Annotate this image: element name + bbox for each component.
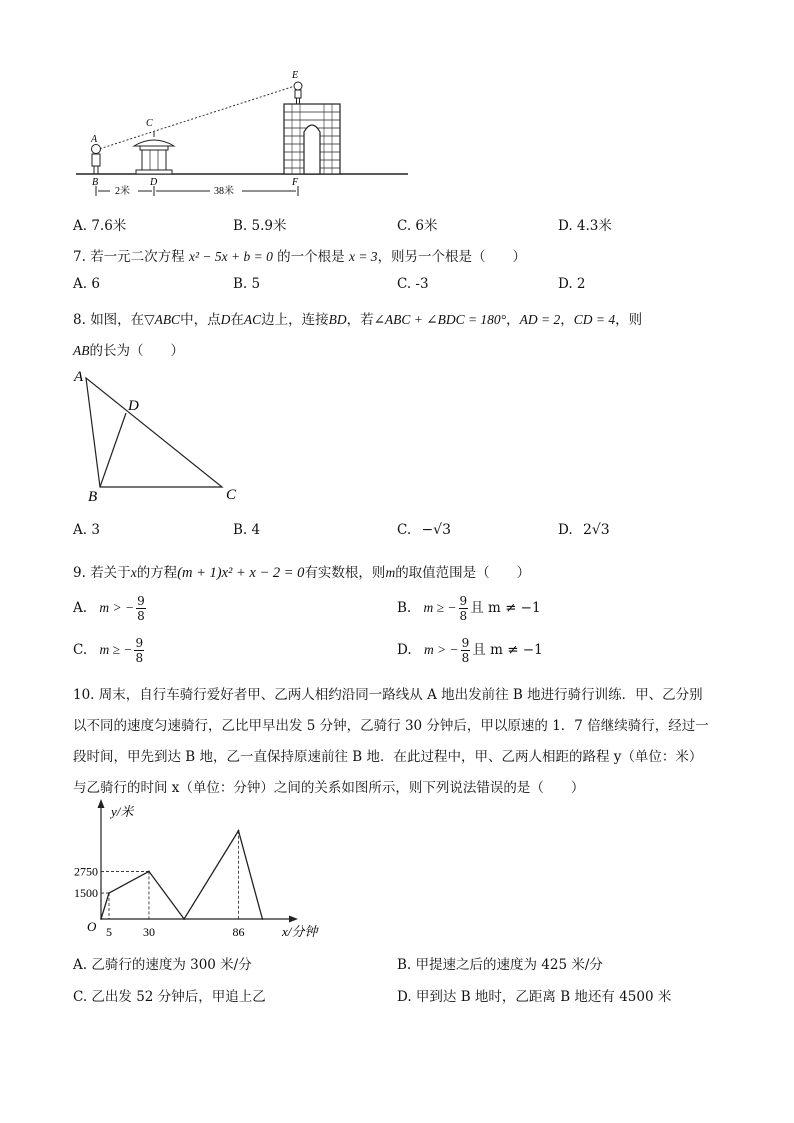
q10-stem-line2: 以不同的速度匀速骑行，乙比甲早出发 5 分钟，乙骑行 30 分钟后，甲以原速的 1．7 倍继续骑行，经过一 (73, 718, 709, 734)
dist-bd: 2米 (115, 186, 130, 197)
y-tick-label: 1500 (74, 886, 98, 901)
q8-text-b: 中，点 (180, 312, 221, 328)
q9-option-b-lhs: m ≥ − (423, 600, 457, 615)
q9-equation: (m + 1)x² + x − 2 = 0 (177, 565, 305, 581)
q10-stem-line4: 与乙骑行的时间 x（单位：分钟）之间的关系如图所示，则下列说法错误的是（ ） (73, 780, 585, 796)
q8-label-a: A (74, 369, 84, 385)
q8-option-b[interactable]: B. 4 (233, 522, 261, 538)
q9-text-c: 有实数根，则 (304, 565, 386, 581)
q8-option-a[interactable]: A. 3 (73, 522, 100, 538)
q7-root: x = 3 (348, 249, 378, 264)
sight-line (96, 85, 298, 150)
data-point (108, 892, 110, 894)
q9-text-d: 的取值范围是（ ） (395, 565, 531, 581)
q6-option-b[interactable]: B. 5.9米 (233, 218, 287, 234)
pavilion-figure (134, 132, 174, 174)
dist-df: 38米 (214, 186, 234, 197)
q9-number: 9. (73, 565, 86, 581)
q8-ad-cond: AD = 2 (519, 312, 561, 327)
q8-number: 8. (73, 312, 86, 328)
q8-text-e: ，若 (346, 312, 374, 328)
gate-figure (284, 82, 340, 174)
q8-side-ac: AC (243, 312, 262, 327)
q7-text-post: ，则另一个根是（ ） (377, 249, 527, 265)
q9-stem (73, 561, 530, 582)
q10-line-1: 周末，自行车骑行爱好者甲、乙两人相约沿同一路线从 A 地出发前往 B 地进行骑行训练．甲、乙分别 (98, 687, 703, 703)
q9-option-b-suffix: 且 m ≠ −1 (470, 600, 541, 616)
person-figure (92, 145, 101, 175)
q9-option-c-label: C. (73, 642, 88, 658)
q7-option-a[interactable]: A. 6 (73, 276, 100, 292)
y-axis-label: y/米 (111, 804, 134, 819)
q7-number: 7. (73, 249, 86, 265)
fraction: $\frac{9}{8}$ (461, 636, 470, 665)
q8-label-c: C (226, 487, 237, 503)
q9-option-a[interactable] (73, 595, 148, 622)
q10-number: 10. (73, 687, 95, 703)
q8-seg-bd: BD (328, 312, 347, 327)
q9-option-a-lhs: m > − (99, 600, 135, 615)
segment-bd (100, 413, 126, 487)
q7-equation: x² − 5x + b = 0 (188, 249, 273, 264)
q8-text-f: ，则 (615, 312, 643, 328)
q8-angle-cond: ∠ABC + ∠BDC = 180° (373, 312, 507, 327)
x-tick-label: 30 (142, 925, 155, 939)
fraction: $\frac{9}{8}$ (137, 594, 145, 623)
q8-cd-cond: CD = 4 (573, 312, 616, 327)
q9-option-a-label: A. (73, 600, 88, 616)
q8-triangle: ▽ABC (144, 312, 181, 327)
q10-stem-line1 (73, 683, 703, 703)
q8-point-d: D (220, 312, 231, 327)
q8-seg-ab: AB (73, 343, 90, 358)
q9-text-a: 若关于 (90, 565, 131, 581)
q8-label-d: D (128, 398, 139, 414)
label-b: B (92, 177, 99, 188)
q7-option-d[interactable]: D. 2 (558, 276, 586, 292)
q10-option-d[interactable]: D. 甲到达 B 地时，乙距离 B 地还有 4500 米 (397, 989, 672, 1005)
q8-label-b: B (88, 489, 98, 505)
q9-text-b: 的方程 (136, 565, 178, 581)
q6-option-c[interactable]: C. 6米 (397, 218, 438, 234)
x-tick-label: 86 (232, 925, 245, 939)
data-point (148, 871, 150, 873)
q10-option-c[interactable]: C. 乙出发 52 分钟后，甲追上乙 (73, 989, 266, 1005)
q10-option-a[interactable]: A. 乙骑行的速度为 300 米/分 (73, 957, 252, 973)
label-a: A (91, 134, 98, 145)
q10-stem-line3: 段时间，甲先到达 B 地，乙一直保持原速前往 B 地．在此过程中，甲、乙两人相距的路程 y（单位：米） (73, 749, 703, 765)
q8-text-d: 边上，连接 (261, 312, 329, 328)
q8-option-d[interactable] (558, 522, 610, 538)
q6-option-d[interactable]: D. 4.3米 (558, 218, 612, 234)
q9-option-d-suffix: 且 m ≠ −1 (472, 642, 543, 658)
x-axis-label: x/分钟 (282, 924, 318, 939)
q8-option-c-label: C. (397, 522, 412, 538)
label-c: C (146, 118, 153, 129)
q8-text-a: 如图，在 (90, 312, 145, 328)
q8-figure (66, 362, 256, 507)
data-point (238, 830, 240, 832)
q7-option-b[interactable]: B. 5 (233, 276, 261, 292)
y-axis-arrow (98, 799, 105, 808)
label-e: E (292, 70, 299, 81)
q8-option-d-value: 2√3 (582, 522, 610, 538)
q8-stem-line1: 8. 如图，在▽ABC中，点D在AC边上，连接BD，若∠ABC + ∠BDC = 180°，AD = 2，CD = 4，则 (73, 312, 643, 328)
q6-figure (70, 60, 430, 210)
data-point (262, 918, 264, 920)
q9-option-c[interactable] (73, 637, 146, 664)
q8-stem-line2 (73, 339, 184, 359)
q7-stem (73, 245, 526, 265)
fraction: $\frac{9}{8}$ (135, 636, 144, 665)
q7-text-pre: 若一元二次方程 (90, 249, 185, 265)
q9-option-b[interactable] (397, 595, 541, 622)
q9-option-d-label: D. (397, 642, 412, 658)
q9-option-d-lhs: m > − (423, 642, 459, 657)
q7-text-mid: 的一个根是 (277, 249, 345, 265)
q7-option-c[interactable]: C. -3 (397, 276, 429, 292)
triangle-abc (86, 378, 222, 487)
fraction: $\frac{9}{8}$ (459, 594, 468, 623)
q9-option-b-label: B. (397, 600, 412, 616)
q8-option-d-label: D. (558, 522, 573, 538)
data-point (100, 918, 102, 920)
q8-text-g: 的长为（ ） (89, 343, 184, 359)
q8-option-c-value: −√3 (421, 522, 451, 538)
q8-option-c[interactable] (397, 522, 451, 538)
q9-option-c-lhs: m ≥ − (99, 642, 133, 657)
y-tick-label: 2750 (74, 864, 98, 879)
q10-chart (70, 798, 360, 948)
q9-var-m: m (385, 565, 396, 580)
label-f: F (292, 177, 299, 188)
q9-var-x: x (130, 565, 137, 580)
x-axis-arrow (289, 916, 298, 923)
label-d: D (150, 177, 158, 188)
q9-option-d[interactable] (397, 637, 543, 664)
x-tick-label: 5 (105, 925, 112, 939)
q8-text-c: 在 (230, 312, 244, 328)
q10-option-b[interactable]: B. 甲提速之后的速度为 425 米/分 (397, 957, 603, 973)
q6-option-a[interactable]: A. 7.6米 (73, 218, 127, 234)
origin-label: O (87, 919, 97, 934)
data-point (183, 918, 185, 920)
